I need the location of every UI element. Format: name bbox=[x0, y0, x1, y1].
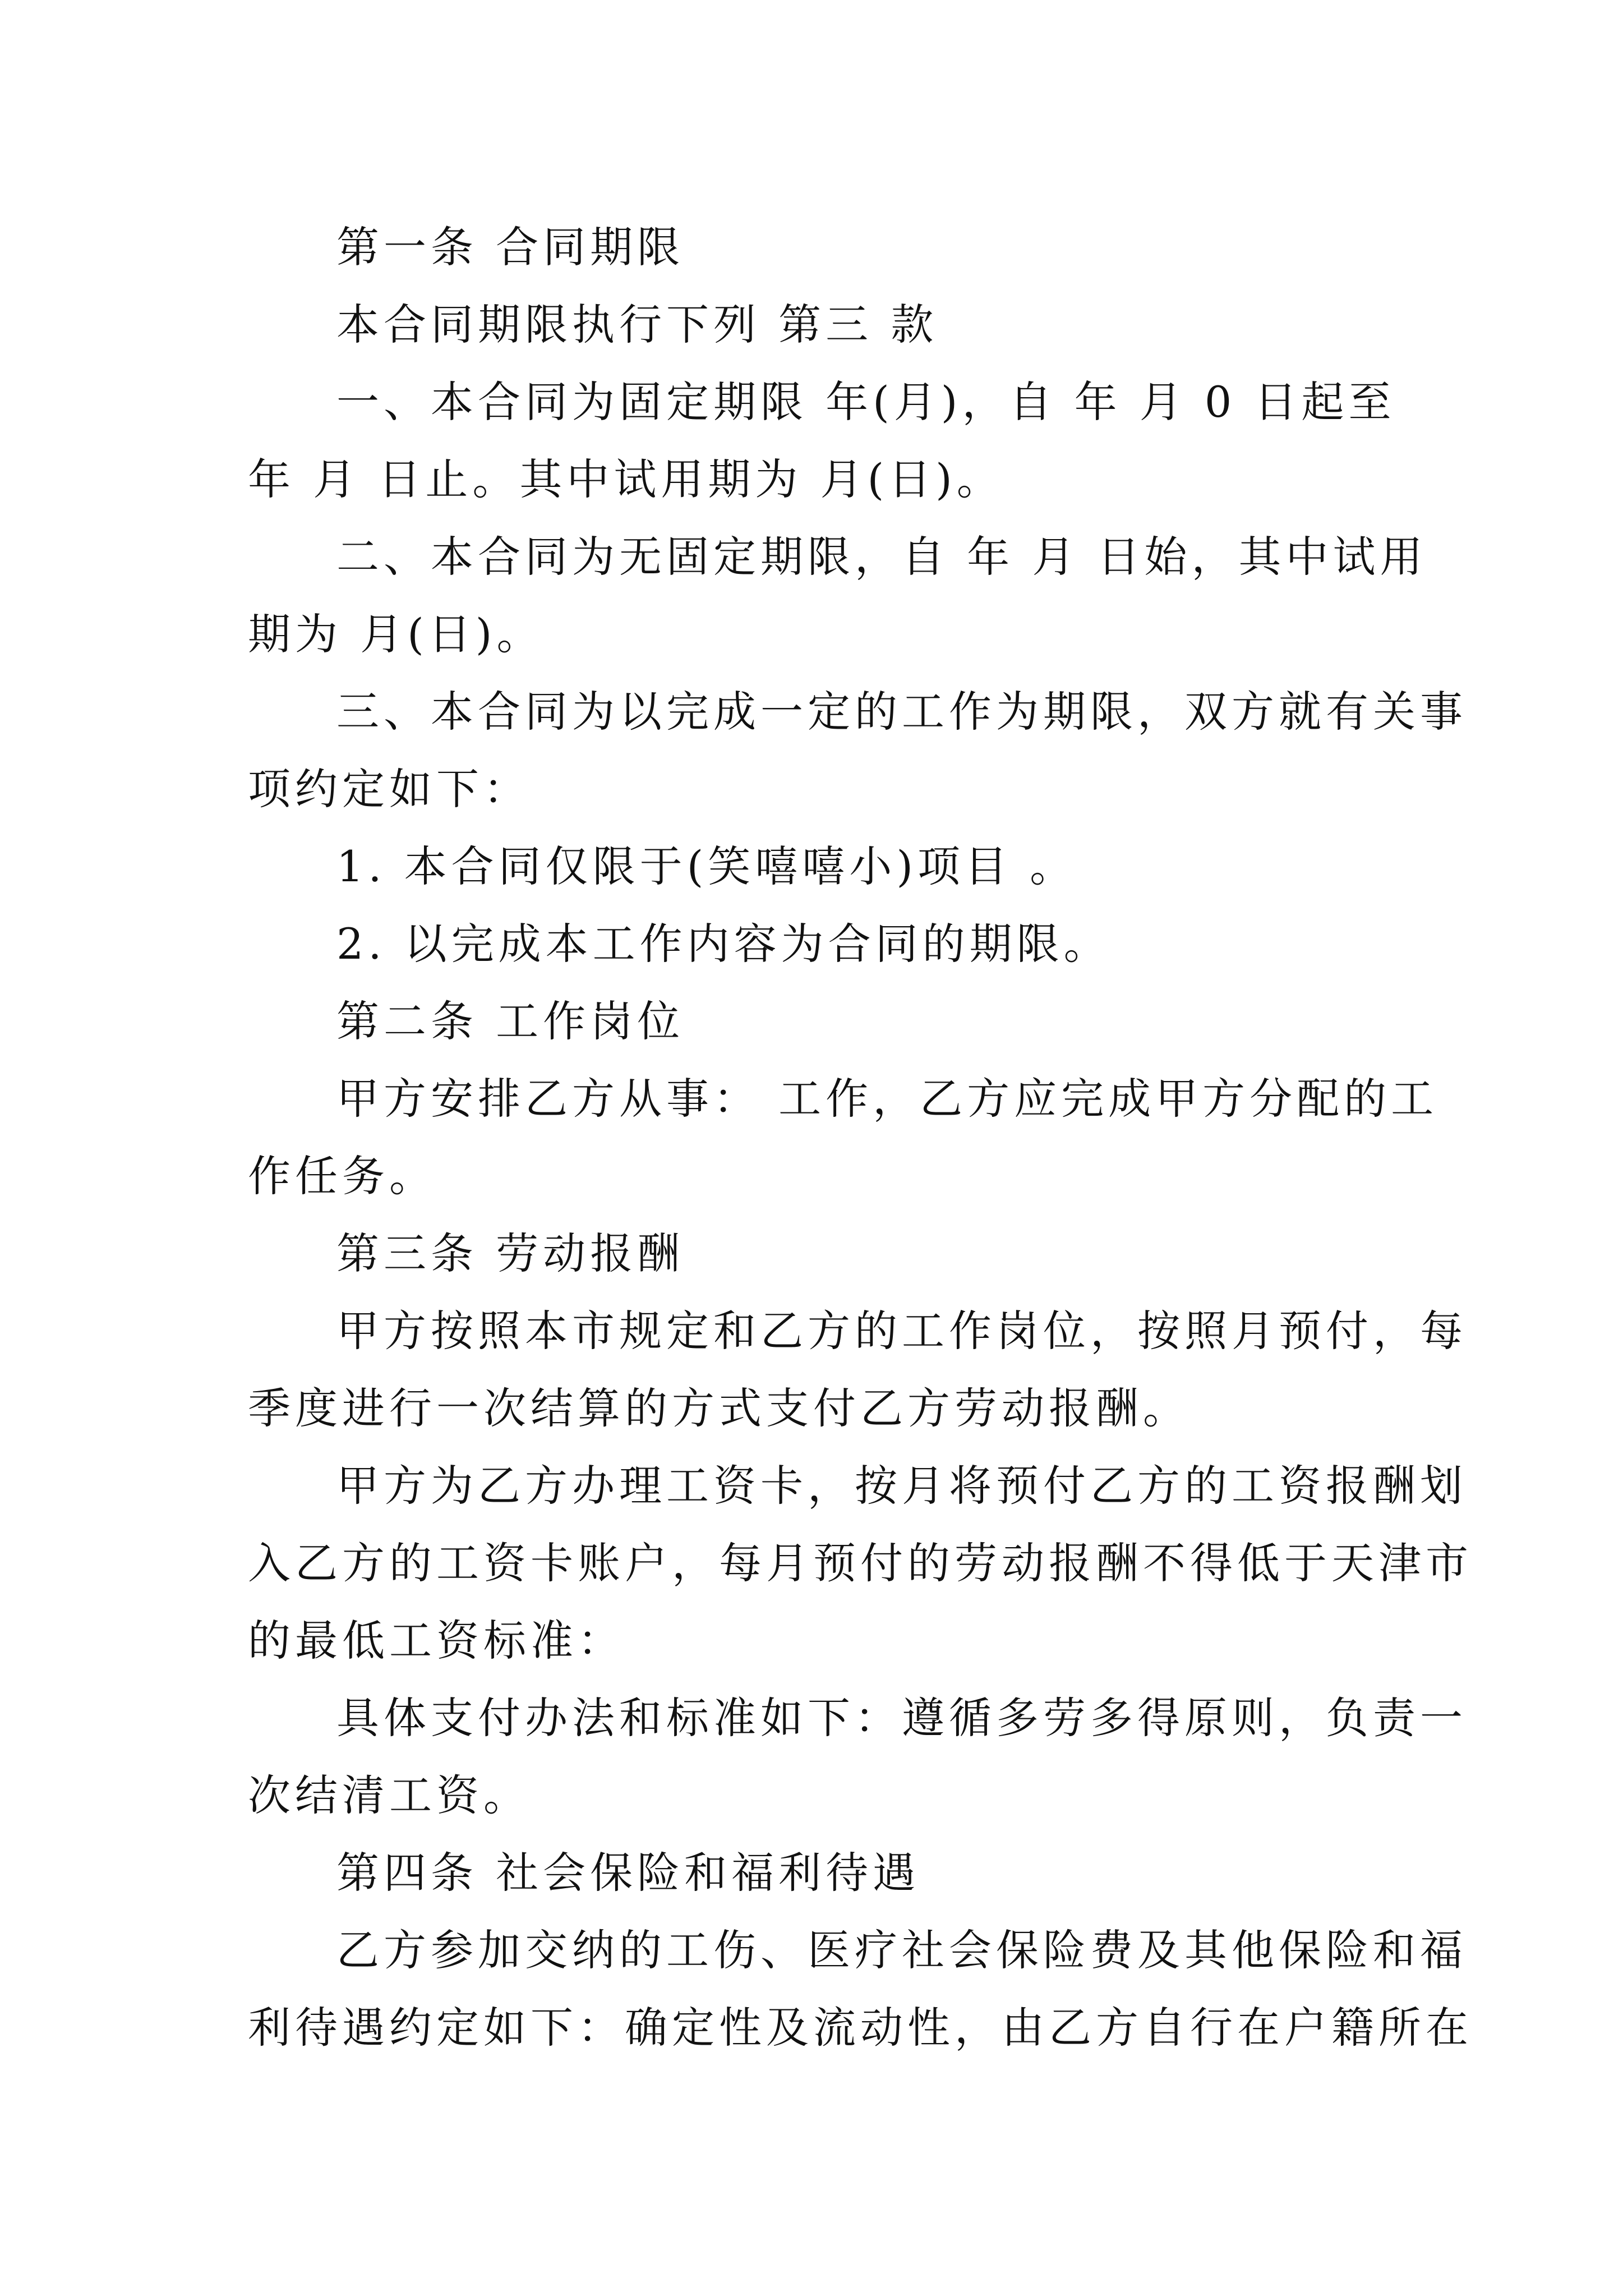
numbered-item-2: 2. 以完成本工作内容为合同的期限。 bbox=[336, 919, 1111, 969]
paragraph-line: 乙方参加交纳的工伤、医疗社会保险费及其他保险和福 bbox=[336, 1925, 1467, 1975]
paragraph-line: 期为 月(日)。 bbox=[248, 609, 544, 659]
paragraph-line: 二、本合同为无固定期限，自 年 月 日始，其中试用 bbox=[336, 532, 1427, 582]
paragraph-line: 三、本合同为以完成一定的工作为期限，双方就有关事 bbox=[336, 687, 1467, 737]
paragraph-line: 本合同期限执行下列 第三 款 bbox=[336, 300, 938, 349]
numbered-item-1: 1. 本合同仅限于(笑嘻嘻小)项目 。 bbox=[336, 841, 1077, 891]
paragraph-line: 甲方按照本市规定和乙方的工作岗位，按照月预付，每 bbox=[336, 1306, 1467, 1356]
paragraph-line: 年 月 日止。其中试用期为 月(日)。 bbox=[248, 454, 1004, 504]
paragraph-line: 甲方安排乙方从事： 工作，乙方应完成甲方分配的工 bbox=[336, 1074, 1438, 1124]
paragraph-line: 作任务。 bbox=[248, 1151, 436, 1201]
paragraph-line: 具体支付办法和标准如下：遵循多劳多得原则，负责一 bbox=[336, 1693, 1467, 1743]
paragraph-line: 项约定如下： bbox=[248, 764, 531, 814]
paragraph-line: 一、本合同为固定期限 年(月)，自 年 月 0 日起至 bbox=[336, 377, 1396, 427]
article-3-heading: 第三条 劳动报酬 bbox=[336, 1228, 685, 1278]
article-4-heading: 第四条 社会保险和福利待遇 bbox=[336, 1848, 920, 1898]
paragraph-line: 入乙方的工资卡账户，每月预付的劳动报酬不得低于天津市 bbox=[248, 1538, 1473, 1588]
paragraph-line: 的最低工资标准： bbox=[248, 1616, 625, 1665]
paragraph-line: 甲方为乙方办理工资卡，按月将预付乙方的工资报酬划 bbox=[336, 1461, 1467, 1511]
paragraph-line: 利待遇约定如下：确定性及流动性，由乙方自行在户籍所在 bbox=[248, 2003, 1473, 2053]
document-body bbox=[248, 209, 1473, 2067]
article-1-heading: 第一条 合同期限 bbox=[336, 222, 685, 272]
paragraph-line: 次结清工资。 bbox=[248, 1770, 531, 1820]
article-2-heading: 第二条 工作岗位 bbox=[336, 996, 685, 1046]
paragraph-line: 季度进行一次结算的方式支付乙方劳动报酬。 bbox=[248, 1383, 1190, 1433]
